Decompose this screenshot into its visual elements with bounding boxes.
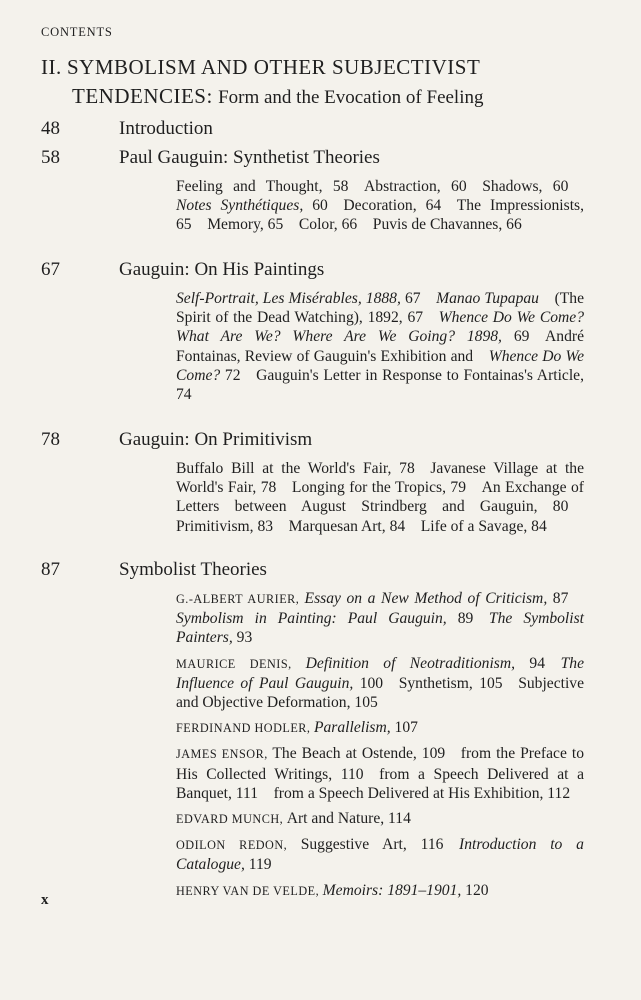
entry-details <box>176 289 584 404</box>
toc-item-title: from a Speech Delivered at His Exhibition, <box>273 784 544 802</box>
toc-item <box>436 290 539 307</box>
toc-item-title: Self-Portrait, Les Misérables, 1888, <box>176 290 401 307</box>
toc-item-title: Shadows, <box>482 178 543 195</box>
toc-item-page: 109 <box>416 745 446 763</box>
toc-item-page: 110 <box>332 765 364 783</box>
toc-item <box>314 719 418 736</box>
author-name: JAMES ENSOR, <box>176 747 273 762</box>
toc-item <box>176 197 328 214</box>
entry-details <box>176 177 584 235</box>
toc-item-page: 112 <box>543 784 571 802</box>
toc-item-title: Javanese Village at the World's Fair, <box>176 460 584 497</box>
toc-item <box>287 810 411 827</box>
author-block <box>176 589 584 648</box>
toc-item-title: Color, <box>298 216 338 234</box>
toc-item-title: Introduction to a Catalogue, <box>176 836 584 874</box>
toc-item-page: 65 <box>176 216 192 234</box>
toc-item-page: 83 <box>253 517 274 535</box>
toc-item-title: The Symbolist Painters, <box>176 610 584 647</box>
entry-title: Gauguin: On Primitivism <box>119 429 313 450</box>
toc-item-page: 100 <box>353 674 384 692</box>
author-block <box>176 654 584 713</box>
toc-item-page: 114 <box>384 810 411 828</box>
toc-item-title: Essay on a New Method of Criticism, <box>304 590 548 607</box>
entry-page-number: 48 <box>41 118 60 139</box>
toc-item <box>364 178 467 195</box>
toc-item-title: Notes Synthétiques, <box>176 197 304 215</box>
toc-item-title: Buffalo Bill at the World's Fair, <box>176 460 392 477</box>
entry-page-number: 87 <box>41 559 60 580</box>
part-title-line1: SYMBOLISM AND OTHER SUBJECTIVIST <box>67 55 481 79</box>
toc-item-title: The Beach at Ostende, <box>272 745 417 763</box>
author-block <box>176 809 584 829</box>
toc-item-page: 87 <box>547 590 569 607</box>
toc-item <box>482 178 568 195</box>
entry-title: Introduction <box>119 118 213 139</box>
toc-item-title: Feeling and Thought, <box>176 178 323 195</box>
toc-item-title: Memory, <box>207 216 264 234</box>
author-block <box>176 744 584 803</box>
toc-item-title: André Fontainas, Review of Gauguin's Exhibition and <box>176 328 584 365</box>
toc-item-page: 65 <box>263 216 284 234</box>
toc-item <box>176 610 473 627</box>
toc-item-page: 107 <box>390 719 418 737</box>
toc-item-page: 66 <box>337 216 358 234</box>
toc-item-title: Memoirs: 1891–1901, <box>322 881 462 899</box>
toc-item-page: 74 <box>176 386 192 404</box>
entry-page-number: 58 <box>41 147 60 168</box>
toc-item-title: Parallelism, <box>313 719 391 737</box>
toc-item <box>176 518 273 535</box>
toc-item-title: Manao Tupapau <box>436 290 539 307</box>
author-block <box>176 835 584 874</box>
toc-item-title: Life of a Savage, <box>420 517 528 535</box>
toc-item-page: 84 <box>385 517 406 535</box>
entry-details <box>176 589 584 907</box>
toc-item-title: Art and Nature, <box>286 810 385 828</box>
toc-item-title: Synthetism, <box>398 674 473 692</box>
toc-item <box>176 460 415 477</box>
toc-item-page: 79 <box>445 479 467 497</box>
toc-item <box>176 290 421 307</box>
toc-item-title: Whence Do We Come? <box>176 347 584 384</box>
part-title <box>41 53 601 112</box>
toc-item-title: from the Preface to His Collected Writings, <box>176 745 584 783</box>
toc-item-title: The Influence of Paul Gauguin, <box>176 654 584 692</box>
toc-item-page: 78 <box>391 460 415 477</box>
toc-item-page: 67 <box>400 290 421 307</box>
part-number: II. <box>41 55 62 79</box>
toc-item-title: Gauguin's Letter in Response to Fontainas's Article, <box>256 366 585 384</box>
toc-item-page: 93 <box>232 629 253 647</box>
toc-item-title: Primitivism, <box>176 517 254 535</box>
toc-item-page: 58 <box>322 178 349 195</box>
toc-item <box>323 882 489 899</box>
toc-item-page: 60 <box>542 178 569 195</box>
author-name: EDVARD MUNCH, <box>176 812 287 827</box>
entry-title: Paul Gauguin: Synthetist Theories <box>119 147 380 168</box>
toc-item-page: 89 <box>446 610 474 628</box>
toc-item <box>373 216 522 233</box>
toc-item-title: Marquesan Art, <box>288 517 386 535</box>
toc-item-page: 67 <box>402 309 424 327</box>
toc-item <box>274 785 571 802</box>
author-name: FERDINAND HODLER, <box>176 721 314 736</box>
toc-item-title: Suggestive Art, <box>300 836 407 854</box>
toc-item-title: Definition of Neotraditionism, <box>305 654 516 672</box>
author-name: ODILON REDON, <box>176 838 301 853</box>
toc-item-page: 80 <box>537 498 569 516</box>
toc-item-title: from a Speech Delivered at a Banquet, <box>176 765 584 802</box>
toc-item-page: 64 <box>416 197 442 215</box>
entry-title: Gauguin: On His Paintings <box>119 259 325 280</box>
toc-item-title: Puvis de Chavannes, <box>372 216 503 234</box>
page-folio: x <box>41 892 49 908</box>
author-name: HENRY VAN DE VELDE, <box>176 883 323 898</box>
toc-item <box>399 675 503 692</box>
toc-item-page: 105 <box>350 694 378 712</box>
toc-item <box>289 518 406 535</box>
toc-item <box>306 655 545 672</box>
toc-item <box>207 216 283 233</box>
toc-item <box>343 197 441 214</box>
toc-item-page: 78 <box>256 479 277 497</box>
toc-item-title: Longing for the Tropics, <box>291 479 446 497</box>
toc-item-title: The Impressionists, <box>456 197 585 215</box>
toc-item-page: 60 <box>303 197 328 215</box>
toc-item <box>421 518 547 535</box>
author-name: MAURICE DENIS, <box>176 656 306 671</box>
toc-item-page: 84 <box>527 517 547 535</box>
toc-item-title: Subjective and Objective Deformation, <box>176 674 585 712</box>
toc-item-title: Whence Do We Come? What Are We? Where Are We Going? 1898, <box>176 309 584 346</box>
toc-item <box>176 178 348 195</box>
toc-item-page: 111 <box>231 784 259 802</box>
toc-item-page: 119 <box>244 856 272 874</box>
entry-page-number: 67 <box>41 259 60 280</box>
toc-item-title: Abstraction, <box>364 178 441 195</box>
entry-title: Symbolist Theories <box>119 559 267 580</box>
toc-item-page: 72 <box>220 366 241 384</box>
toc-item-title: Symbolism in Painting: Paul Gauguin, <box>176 610 447 628</box>
toc-item-page: 105 <box>472 674 503 692</box>
entry-page-number: 78 <box>41 429 60 450</box>
toc-item-page: 116 <box>406 836 444 854</box>
part-title-caps: TENDENCIES: <box>72 84 213 108</box>
toc-item-title: (The Spirit of the Dead Watching), 1892, <box>176 290 585 327</box>
toc-item <box>305 590 569 607</box>
part-subtitle: Form and the Evocation of Feeling <box>218 87 484 108</box>
toc-item-page: 69 <box>501 328 530 346</box>
author-block <box>176 718 584 738</box>
toc-item-title: An Exchange of Letters between August Strindberg and Gauguin, <box>176 479 584 516</box>
toc-item-page: 66 <box>502 216 522 234</box>
running-head: CONTENTS <box>41 25 113 39</box>
author-block <box>176 881 584 901</box>
author-name: G.-ALBERT AURIER, <box>176 592 305 606</box>
toc-item-page: 94 <box>515 654 546 672</box>
toc-item <box>299 216 357 233</box>
toc-item-page: 60 <box>440 178 467 195</box>
toc-item <box>301 836 444 853</box>
entry-details <box>176 459 584 536</box>
toc-item-page: 120 <box>461 881 489 899</box>
toc-item <box>272 745 445 762</box>
toc-item <box>292 479 466 496</box>
toc-item-title: Decoration, <box>343 197 417 215</box>
